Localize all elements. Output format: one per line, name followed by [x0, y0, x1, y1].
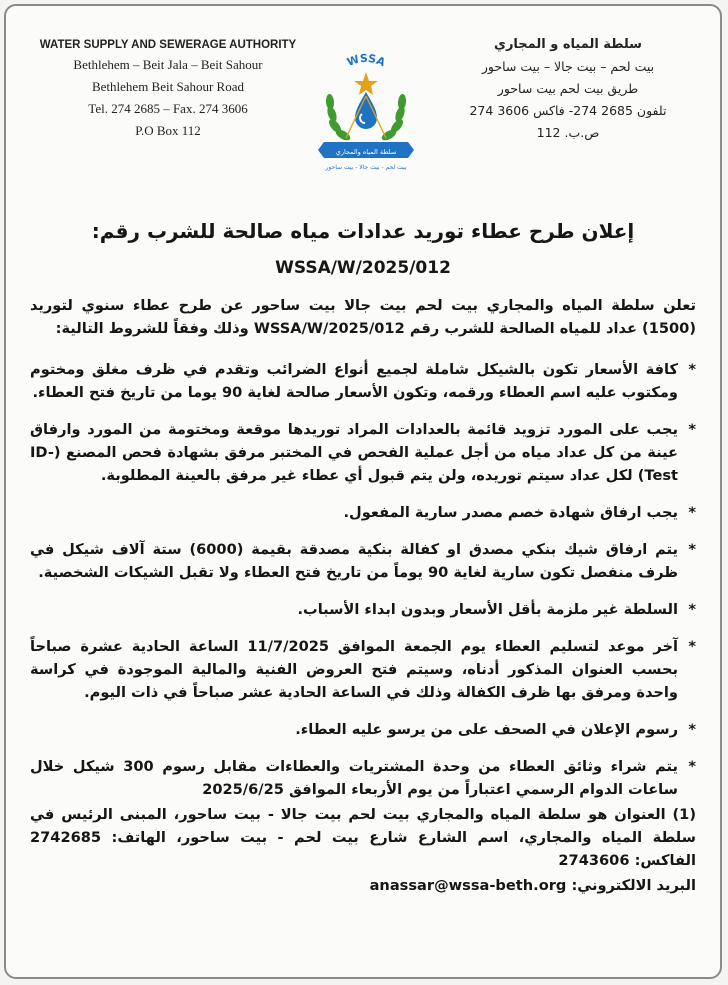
tender-reference-number: WSSA/W/2025/012	[275, 258, 451, 278]
bullet-icon: *	[688, 421, 696, 438]
english-cities: Bethlehem – Beit Jala – Beit Sahour	[73, 57, 263, 72]
english-org-name: WATER SUPPLY AND SEWERAGE AUTHORITY	[39, 39, 297, 51]
condition-item: * يتم ارفاق شيك بنكي مصدق او كفالة بنكية مصدقة بقيمة (6000) ستة آلاف شيكل في ظرف منفصل تكون سارية لغاية 90 يوماً من تاريخ فتح العطاء ولا تقبل الشيكات الشخصية.	[30, 538, 696, 584]
tender-body	[30, 294, 696, 897]
tender-intro: تعلن سلطة المياه والمجاري بيت لحم بيت جالا بيت ساحور عن طرح عطاء سنوي لتوريد (1500) عداد للمياه الصالحة للشرب رقم WSSA/W/2025/012 وذلك وفقاً للشروط التالية:	[30, 297, 696, 337]
email-line	[30, 874, 696, 897]
arabic-phone-fax: تلفون 2685 274- فاكس 3606 274	[469, 103, 667, 118]
advertisement-frame	[4, 4, 722, 979]
tender-address: (1) العنوان هو سلطة المياه والمجاري بيت لحم بيت جالا - بيت ساحور، المبنى الرئيس في سلطة المياه والمجاري، اسم الشارع شارع بيت لحم - بيت ساحور، الهاتف: 2742685 الفاكس: 2743606	[30, 806, 696, 869]
wssa-logo	[310, 34, 422, 174]
condition-item: * السلطة غير ملزمة بأقل الأسعار وبدون ابداء الأسباب.	[30, 598, 696, 621]
email-label: البريد الالكتروني:	[571, 877, 696, 894]
arabic-cities: بيت لحم – بيت جالا – بيت ساحور	[481, 59, 655, 74]
tender-title: إعلان طرح عطاء توريد عدادات مياه صالحة للشرب رقم:	[91, 219, 635, 243]
english-po-box: P.O Box 112	[135, 123, 201, 138]
condition-item: * يجب على المورد تزويد قائمة بالعدادات المراد توريدها موقعة ومختومة من المورد وارفاق عينة من كل عداد مياه من أجل عملية الفحص في المختبر مرفق بشهادة فحص المصنع (ID-Test) لكل عداد سيتم توريده، ولن يتم قبول أي عطاء غير مرفق بالعينة المطلوبة.	[30, 418, 696, 487]
conditions-list	[30, 358, 696, 801]
email-link[interactable]: anassar@wssa-beth.org	[369, 877, 567, 894]
arabic-road: طريق بيت لحم بيت ساحور	[497, 81, 639, 96]
bullet-icon: *	[688, 541, 696, 558]
english-road: Bethlehem Beit Sahour Road	[91, 79, 244, 94]
bullet-icon: *	[688, 638, 696, 655]
english-letterhead	[28, 36, 308, 142]
condition-item: * كافة الأسعار تكون بالشيكل شاملة لجميع أنواع الضرائب وتقدم في ظرف مغلق ومختوم ومكتوب عليه اسم العطاء ورقمه، وتكون الأسعار صالحة لغاية 90 يوما من تاريخ فتح العطاء.	[30, 358, 696, 404]
logo-bottom-text: بيت لحم - بيت جالا - بيت ساحور	[325, 164, 407, 171]
arabic-po-box: ص.ب. 112	[536, 125, 600, 140]
bullet-icon: *	[688, 504, 696, 521]
logo-ribbon-text: سلطة المياه والمجاري	[335, 148, 397, 156]
bullet-icon: *	[688, 758, 696, 775]
arabic-org-name: سلطة المياه و المجاري	[494, 37, 642, 52]
wssa-emblem-icon	[310, 34, 422, 174]
arabic-letterhead	[438, 34, 698, 144]
condition-item: * آخر موعد لتسليم العطاء يوم الجمعة الموافق 11/7/2025 الساعة الحادية عشرة صباحاً بحسب العنوان المذكور أدناه، وسيتم فتح العروض الفنية والمالية الموجودة في كراسة واحدة ومرفق بها ظرف الكفالة وذلك في الساعة الحادية عشر صباحاً في ذات اليوم.	[30, 635, 696, 704]
bullet-icon: *	[688, 721, 696, 738]
bullet-icon: *	[688, 601, 696, 618]
condition-item: * رسوم الإعلان في الصحف على من يرسو عليه العطاء.	[30, 718, 696, 741]
english-phone-fax: Tel. 274 2685 – Fax. 274 3606	[88, 101, 248, 116]
condition-item: * يتم شراء وثائق العطاء من وحدة المشتريات والعطاءات مقابل رسوم 300 شيكل خلال ساعات الدوام الرسمي اعتباراً من يوم الأربعاء الموافق 2025/6/25	[30, 755, 696, 801]
logo-top-text: WSSA	[345, 51, 388, 70]
bullet-icon: *	[688, 361, 696, 378]
condition-item: * يجب ارفاق شهادة خصم مصدر سارية المفعول.	[30, 501, 696, 524]
